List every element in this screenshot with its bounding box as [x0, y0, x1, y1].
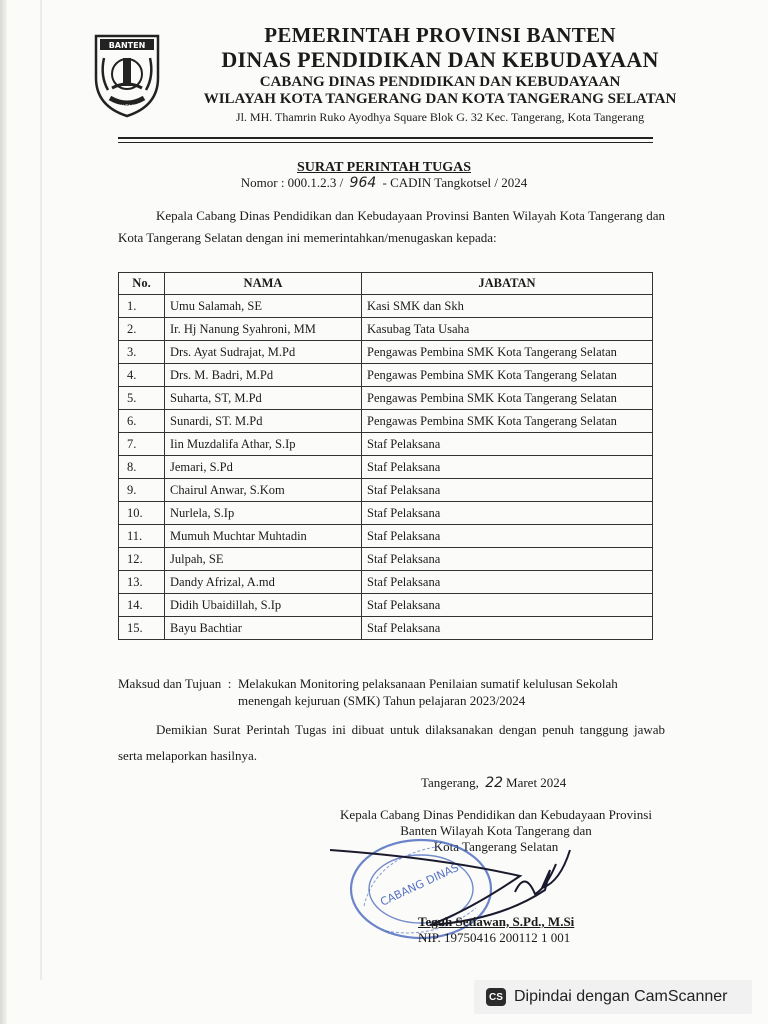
table-row — [119, 410, 653, 433]
cell-no: 5. — [119, 387, 165, 410]
table-row — [119, 525, 653, 548]
banten-emblem-icon — [90, 28, 164, 118]
cell-nama: Julpah, SE — [165, 548, 362, 571]
document-number — [0, 175, 768, 191]
page-fold-shadow — [0, 0, 7, 1024]
letterhead-line2: DINAS PENDIDIKAN DAN KEBUDAYAAN — [221, 46, 659, 72]
purpose-label-text: Maksud dan Tujuan — [118, 676, 222, 691]
cell-nama: Drs. M. Badri, M.Pd — [165, 364, 362, 387]
cell-nama: Bayu Bachtiar — [165, 617, 362, 640]
table-row — [119, 571, 653, 594]
cell-jabatan: Pengawas Pembina SMK Kota Tangerang Selatan — [362, 410, 653, 433]
cell-no: 2. — [119, 318, 165, 341]
cell-no: 11. — [119, 525, 165, 548]
purpose-label — [118, 675, 238, 692]
signing-place: Tangerang, — [421, 775, 479, 790]
cell-no: 13. — [119, 571, 165, 594]
cell-jabatan: Staf Pelaksana — [362, 548, 653, 571]
table-header-row — [119, 273, 653, 295]
signer-nip: NIP. 19750416 200112 1 001 — [418, 930, 571, 945]
closing-paragraph: Demikian Surat Perintah Tugas ini dibuat untuk dilaksanakan dengan penuh tanggung jawab serta melaporkan hasilnya. — [118, 722, 665, 763]
header-nama: NAMA — [165, 273, 362, 295]
cell-no: 14. — [119, 594, 165, 617]
cell-jabatan: Pengawas Pembina SMK Kota Tangerang Selatan — [362, 364, 653, 387]
emblem-bottom-text: IMAN TAQWA — [112, 105, 142, 110]
signer-position-line1: Kepala Cabang Dinas Pendidikan dan Kebudayaan Provinsi — [340, 807, 652, 822]
cell-no: 4. — [119, 364, 165, 387]
table-row — [119, 341, 653, 364]
cell-no: 3. — [119, 341, 165, 364]
cell-nama: Nurlela, S.Ip — [165, 502, 362, 525]
letterhead — [180, 24, 700, 124]
cell-no: 8. — [119, 456, 165, 479]
table-row — [119, 318, 653, 341]
purpose-text: Melakukan Monitoring pelaksanaan Penilaian sumatif kelulusan Sekolah menengah kejuruan (SMK) Tahun pelajaran 2023/2024 — [238, 676, 618, 708]
table-row — [119, 502, 653, 525]
purpose-colon: : — [227, 676, 232, 691]
letterhead-address: Jl. MH. Thamrin Ruko Ayodhya Square Blok G. 32 Kec. Tangerang, Kota Tangerang — [235, 109, 645, 124]
cell-nama: Jemari, S.Pd — [165, 456, 362, 479]
cell-no: 7. — [119, 433, 165, 456]
cell-jabatan: Staf Pelaksana — [362, 433, 653, 456]
cell-jabatan: Staf Pelaksana — [362, 525, 653, 548]
letterhead-line3: CABANG DINAS PENDIDIKAN DAN KEBUDAYAAN — [259, 74, 621, 91]
cell-nama: Umu Salamah, SE — [165, 295, 362, 318]
cell-no: 15. — [119, 617, 165, 640]
signing-date — [421, 775, 566, 791]
cell-jabatan: Pengawas Pembina SMK Kota Tangerang Selatan — [362, 387, 653, 410]
cell-jabatan: Staf Pelaksana — [362, 502, 653, 525]
cell-jabatan: Staf Pelaksana — [362, 571, 653, 594]
cell-jabatan: Pengawas Pembina SMK Kota Tangerang Selatan — [362, 341, 653, 364]
assignee-table — [118, 272, 653, 640]
cell-jabatan: Staf Pelaksana — [362, 456, 653, 479]
cell-nama: Suharta, ST, M.Pd — [165, 387, 362, 410]
cell-jabatan: Kasi SMK dan Skh — [362, 295, 653, 318]
cell-nama: Dandy Afrizal, A.md — [165, 571, 362, 594]
cell-jabatan: Staf Pelaksana — [362, 594, 653, 617]
header-no: No. — [119, 273, 165, 295]
cell-no: 10. — [119, 502, 165, 525]
cell-jabatan: Kasubag Tata Usaha — [362, 318, 653, 341]
table-row — [119, 456, 653, 479]
table-row — [119, 295, 653, 318]
signing-month-year: Maret 2024 — [506, 775, 567, 790]
letterhead-line1: PEMERINTAH PROVINSI BANTEN — [264, 23, 616, 47]
cell-nama: Mumuh Muchtar Muhtadin — [165, 525, 362, 548]
document-title: SURAT PERINTAH TUGAS — [296, 160, 471, 175]
cell-no: 6. — [119, 410, 165, 433]
page-crease — [40, 0, 42, 980]
cell-nama: Iin Muzdalifa Athar, S.Ip — [165, 433, 362, 456]
table-row — [119, 617, 653, 640]
table-row — [119, 479, 653, 502]
cell-nama: Ir. Hj Nanung Syahroni, MM — [165, 318, 362, 341]
table-body — [119, 295, 653, 640]
table-row — [119, 433, 653, 456]
letterhead-rule-thin — [118, 142, 653, 143]
signer-position-line2: Banten Wilayah Kota Tangerang dan — [400, 823, 592, 838]
table-row — [119, 387, 653, 410]
document-number-prefix: Nomor : 000.1.2.3 / — [240, 175, 344, 190]
letterhead-line4: WILAYAH KOTA TANGERANG DAN KOTA TANGERANG SELATAN — [203, 90, 677, 107]
cell-nama: Didih Ubaidillah, S.Ip — [165, 594, 362, 617]
document-number-suffix: - CADIN Tangkotsel / 2024 — [382, 175, 528, 190]
cell-no: 9. — [119, 479, 165, 502]
header-jabatan: JABATAN — [362, 273, 653, 295]
cell-jabatan: Staf Pelaksana — [362, 479, 653, 502]
document-number-handwritten: 964 — [349, 175, 377, 191]
table-row — [119, 364, 653, 387]
cell-nama: Sunardi, ST. M.Pd — [165, 410, 362, 433]
cell-no: 1. — [119, 295, 165, 318]
cell-nama: Drs. Ayat Sudrajat, M.Pd — [165, 341, 362, 364]
camscanner-watermark — [474, 980, 752, 1014]
table-row — [119, 548, 653, 571]
signer-name: Teguh Setiawan, S.Pd., M.Si — [418, 914, 575, 929]
camscanner-logo-icon: CS — [486, 988, 506, 1006]
cell-nama: Chairul Anwar, S.Kom — [165, 479, 362, 502]
cell-no: 12. — [119, 548, 165, 571]
camscanner-text: Dipindai dengan CamScanner — [514, 988, 728, 1005]
stamp-center-text: CABANG DINAS — [378, 860, 461, 909]
cell-jabatan: Staf Pelaksana — [362, 617, 653, 640]
table-row — [119, 594, 653, 617]
signer-position-line3: Kota Tangerang Selatan — [433, 839, 559, 854]
intro-paragraph: Kepala Cabang Dinas Pendidikan dan Kebudayaan Provinsi Banten Wilayah Kota Tangerang dan Kota Tangerang Selatan dengan ini memerintahkan/menugaskan kepada: — [118, 208, 665, 245]
purpose-section — [118, 675, 665, 709]
signing-day-handwritten: 22 — [485, 775, 504, 791]
letterhead-rule-thick — [118, 137, 653, 139]
emblem-top-text: BANTEN — [108, 41, 146, 50]
